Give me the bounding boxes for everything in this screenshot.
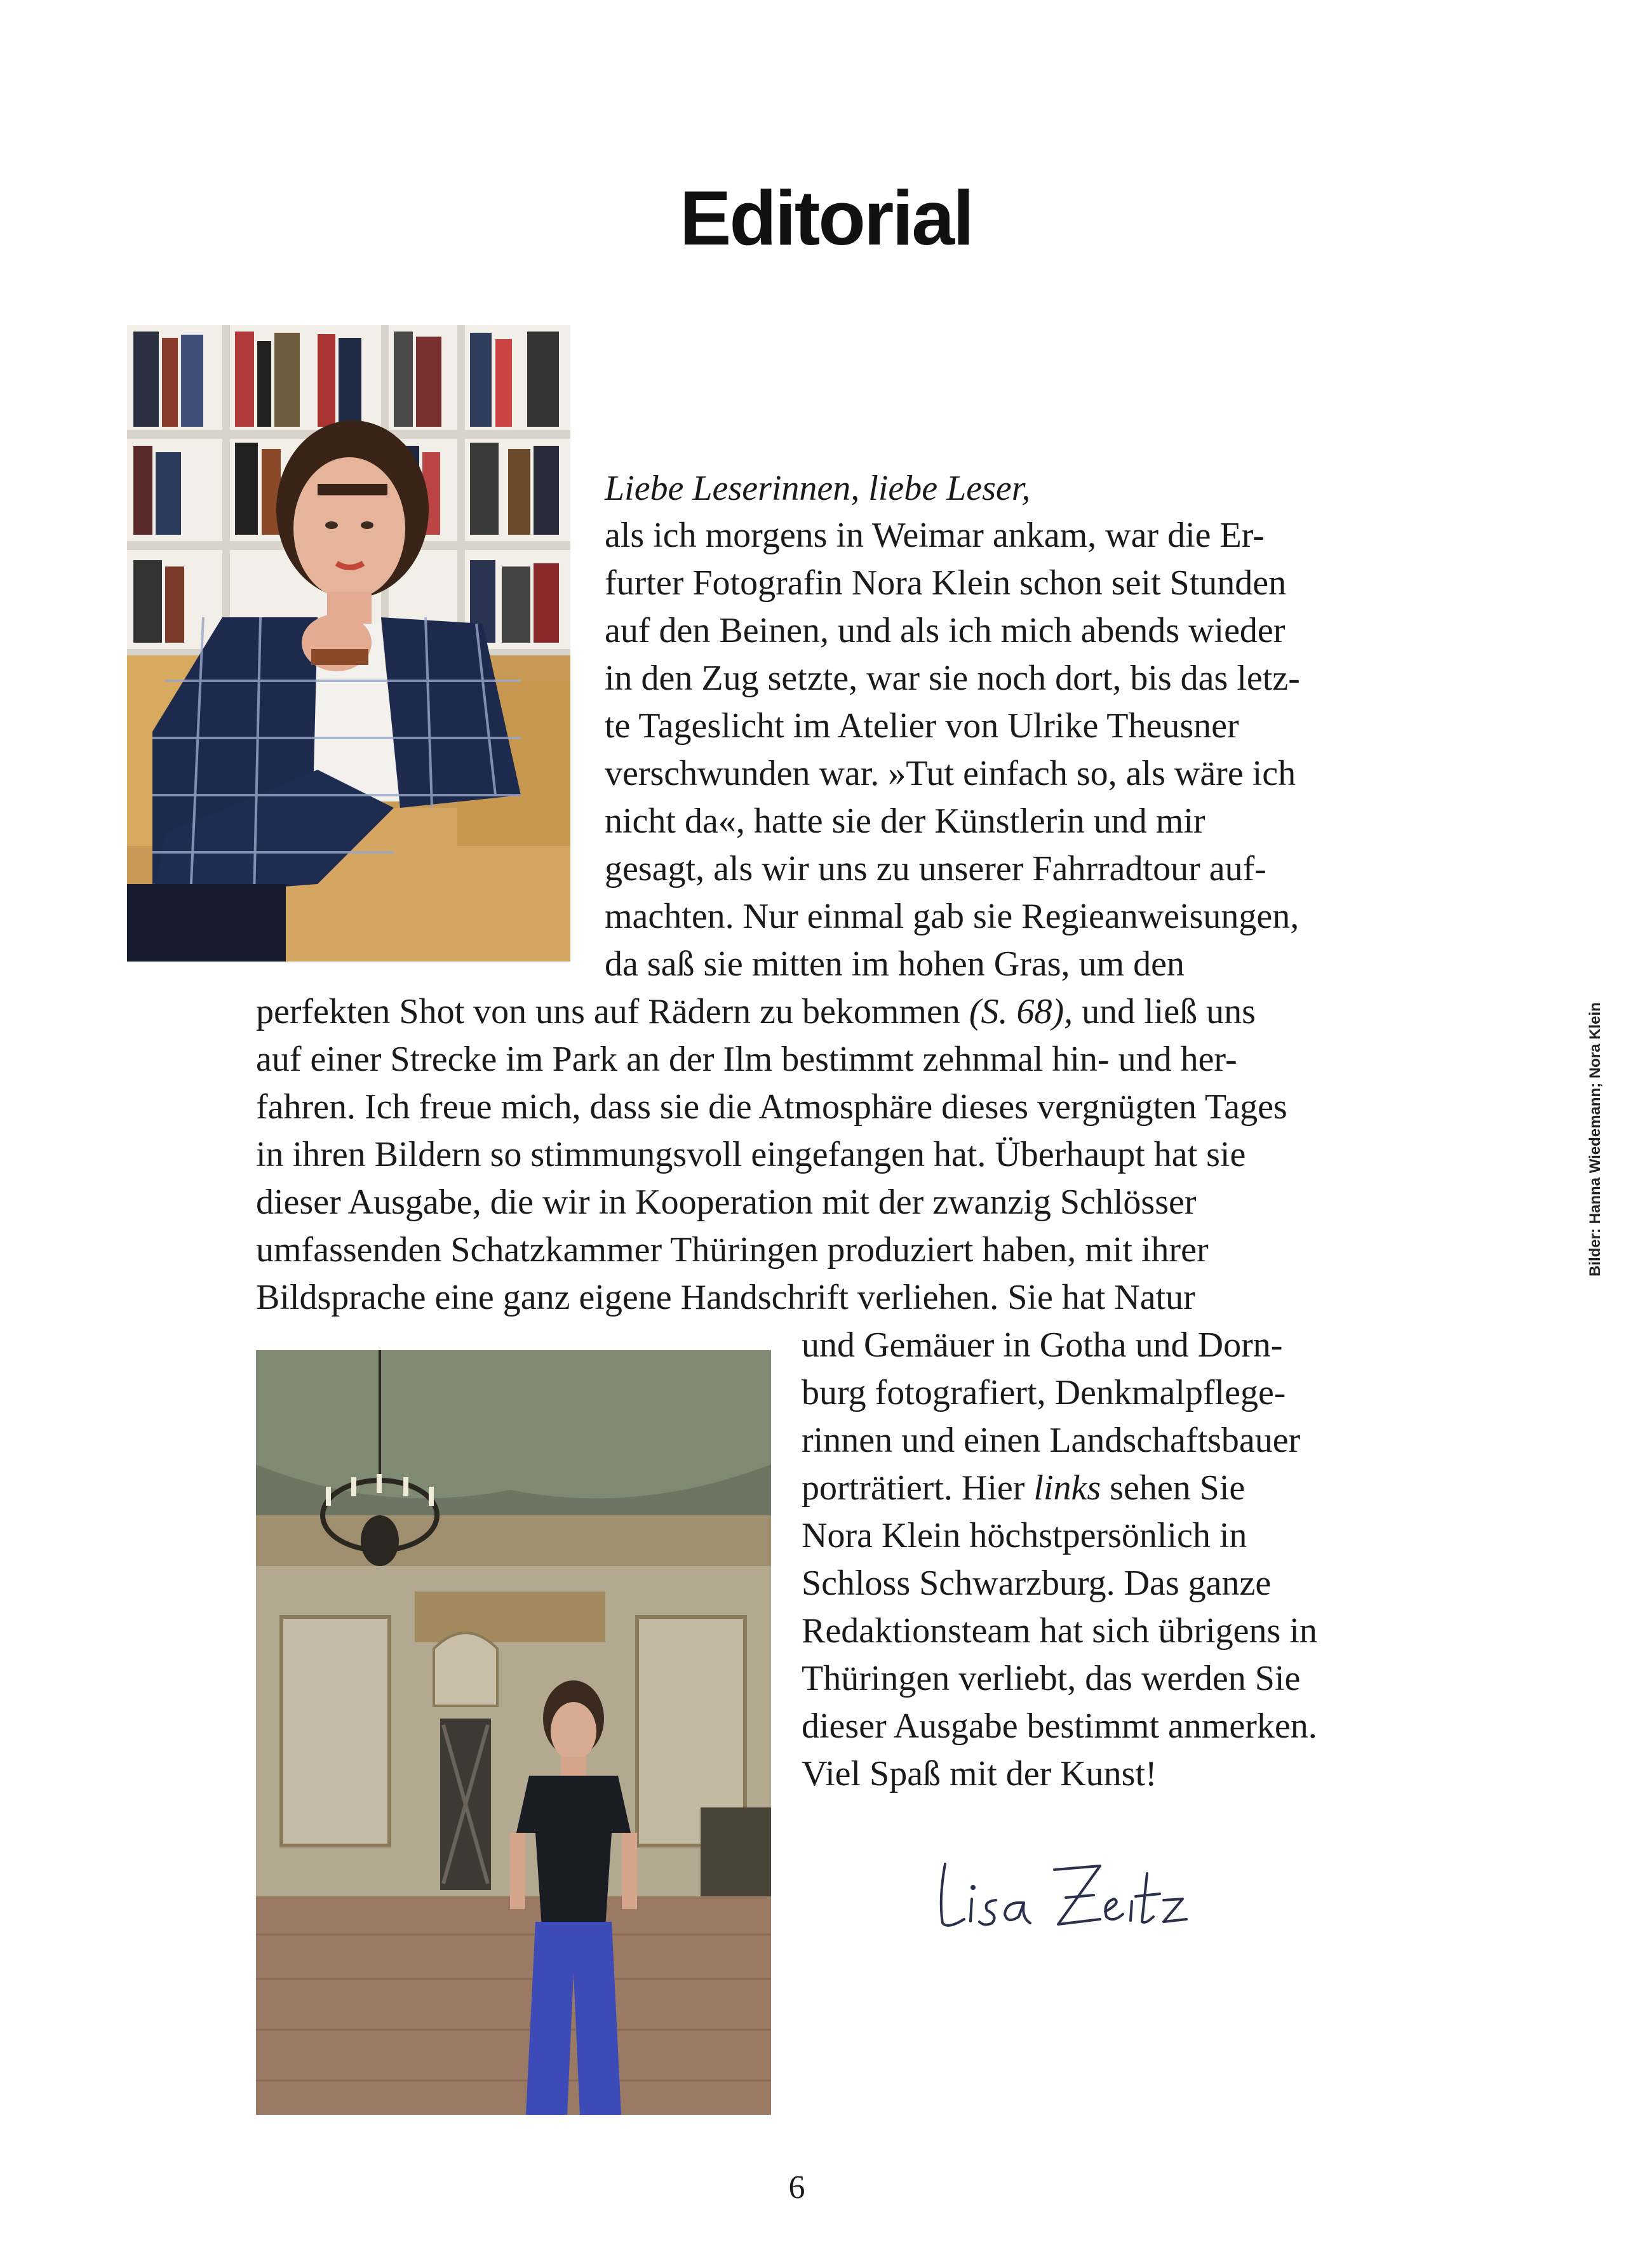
closing-line: Viel Spaß mit der Kunst! <box>802 1754 1157 1793</box>
body-line: da saß sie mitten im hohen Gras, um den <box>605 944 1185 984</box>
body-line: dieser Ausgabe bestimmt anmerken. <box>802 1706 1317 1746</box>
body-line: fahren. Ich freue mich, dass sie die Atmosphäre dieses vergnügten Tages <box>256 1087 1287 1127</box>
hall-photo-illustration <box>256 1350 771 2115</box>
portrait-photo-illustration <box>127 325 570 962</box>
page-number: 6 <box>788 2169 805 2206</box>
body-text: perfekten Shot von uns auf Rädern zu bekommen <box>256 992 969 1031</box>
body-line: als ich morgens in Weimar ankam, war die Er- <box>605 516 1265 555</box>
image-credit: Bilder: Hanna Wiedemann; Nora Klein <box>1587 1002 1604 1277</box>
body-line: auf einer Strecke im Park an der Ilm bestimmt zehnmal hin- und her- <box>256 1040 1237 1079</box>
body-line: und Gemäuer in Gotha und Dorn- <box>802 1325 1283 1365</box>
body-line: burg fotografiert, Denkmalpflege- <box>802 1373 1286 1412</box>
body-text: Hier <box>961 1468 1034 1508</box>
photo-photographer-schloss-schwarzburg <box>256 1350 771 2115</box>
body-line-links <box>802 1470 1245 1506</box>
body-text: porträtiert. <box>802 1468 953 1508</box>
body-line: in ihren Bildern so stimmungsvoll eingefangen hat. Überhaupt hat sie <box>256 1135 1246 1174</box>
page-reference: (S. 68), <box>969 992 1073 1031</box>
body-line: te Tageslicht im Atelier von Ulrike Theusner <box>605 706 1239 746</box>
body-line: auf den Beinen, und als ich mich abends wieder <box>605 611 1286 650</box>
body-line: Thüringen verliebt, das werden Sie <box>802 1659 1301 1698</box>
body-line: Bildsprache eine ganz eigene Handschrift verliehen. Sie hat Natur <box>256 1278 1195 1317</box>
body-line: Redaktionsteam hat sich übrigens in <box>802 1611 1317 1651</box>
body-line-shot <box>256 994 1256 1029</box>
body-text: sehen Sie <box>1101 1468 1246 1508</box>
body-line: dieser Ausgabe, die wir in Kooperation mit der zwanzig Schlösser <box>256 1183 1197 1222</box>
salutation: Liebe Leserinnen, liebe Leser, <box>605 469 1031 508</box>
body-line: rinnen und einen Landschaftsbauer <box>802 1421 1301 1460</box>
body-line: Schloss Schwarzburg. Das ganze <box>802 1564 1272 1603</box>
page-title: Editorial <box>679 174 973 261</box>
body-line: verschwunden war. »Tut einfach so, als wäre ich <box>605 754 1296 793</box>
emphasis-links: links <box>1033 1468 1101 1508</box>
portrait-photo-editor <box>127 325 570 962</box>
body-line: umfassenden Schatzkammer Thüringen produziert haben, mit ihrer <box>256 1230 1209 1270</box>
body-line: in den Zug setzte, war sie noch dort, bis das letz- <box>605 659 1300 698</box>
body-line: gesagt, als wir uns zu unserer Fahrradtour auf- <box>605 849 1266 888</box>
body-line: Nora Klein höchstpersönlich in <box>802 1516 1247 1555</box>
body-text: und ließ uns <box>1073 992 1256 1031</box>
signature-lisa-zeitz <box>934 1848 1200 1943</box>
body-line: machten. Nur einmal gab sie Regieanweisungen, <box>605 897 1299 936</box>
body-line: furter Fotografin Nora Klein schon seit Stunden <box>605 563 1287 603</box>
body-line: nicht da«, hatte sie der Künstlerin und mir <box>605 801 1205 841</box>
